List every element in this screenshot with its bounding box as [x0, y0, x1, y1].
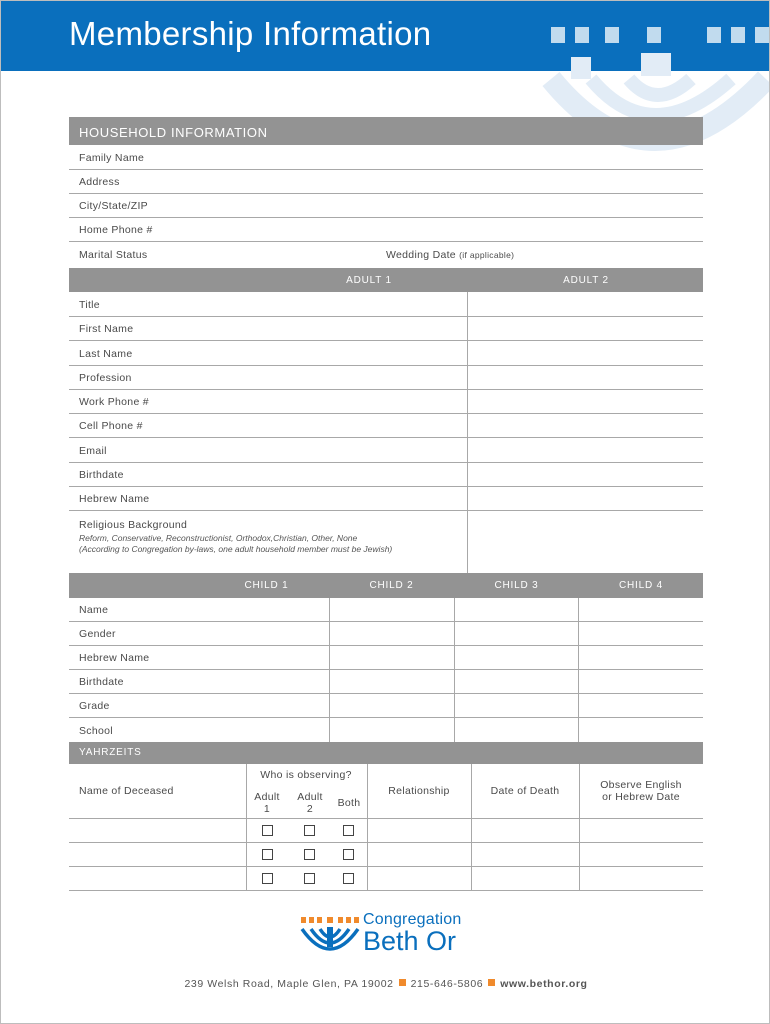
yahrzeits-section-header: [69, 742, 703, 764]
child4-column-header: CHILD 4: [619, 580, 663, 591]
marital-status-label: Marital Status: [79, 249, 148, 261]
yahrzeit-column-divider: [579, 764, 580, 890]
divider: [69, 669, 703, 670]
adult-row-last-name: Last Name: [79, 348, 133, 360]
family-name-label: Family Name: [79, 152, 145, 164]
child-header-bar: [69, 573, 703, 598]
divider: [69, 890, 703, 891]
divider: [69, 621, 703, 622]
divider: [69, 510, 703, 511]
divider: [69, 169, 703, 170]
divider: [69, 437, 703, 438]
divider: [69, 365, 703, 366]
divider: [69, 818, 703, 819]
yahrzeit-column-divider: [471, 764, 472, 890]
divider: [69, 486, 703, 487]
home-phone-label: Home Phone #: [79, 224, 153, 236]
both-observing-label: Both: [337, 797, 361, 809]
adult1-checkbox[interactable]: [262, 825, 273, 836]
child-row-gender: Gender: [79, 628, 116, 640]
adult-row-hebrew-name: Hebrew Name: [79, 493, 150, 505]
household-section-header: [69, 117, 703, 145]
yahrzeit-column-divider: [367, 764, 368, 890]
adult1-checkbox[interactable]: [262, 849, 273, 860]
adult1-column-header: ADULT 1: [346, 275, 392, 286]
adult2-line1: Adult: [297, 791, 323, 803]
adult-row-email: Email: [79, 445, 107, 457]
menorah-logo-icon: [299, 915, 361, 957]
adult2-checkbox[interactable]: [304, 825, 315, 836]
adult-row-birthdate: Birthdate: [79, 469, 124, 481]
footer-address: 239 Welsh Road, Maple Glen, PA 19002: [184, 978, 394, 990]
observe-line2: or Hebrew Date: [602, 791, 680, 803]
address-label: Address: [79, 176, 120, 188]
divider: [69, 193, 703, 194]
separator-square-icon: [488, 979, 495, 986]
footer: [1, 978, 770, 990]
name-of-deceased-label: Name of Deceased: [79, 785, 174, 797]
adult2-column-header: ADULT 2: [563, 275, 609, 286]
who-is-observing-label: Who is observing?: [260, 769, 352, 781]
divider: [69, 866, 703, 867]
adult1-line2: 1: [263, 803, 271, 815]
child-column-divider: [578, 598, 579, 742]
divider: [69, 462, 703, 463]
child-row-name: Name: [79, 604, 109, 616]
adult-row-first-name: First Name: [79, 323, 134, 335]
divider: [69, 241, 703, 242]
page-title: Membership Information: [69, 15, 432, 52]
adult2-line2: 2: [306, 803, 314, 815]
logo-line1: Congregation: [363, 911, 462, 928]
footer-phone: 215-646-5806: [410, 978, 484, 990]
date-of-death-label: Date of Death: [490, 785, 560, 797]
adult-header-bar: [69, 268, 703, 292]
adult-row-profession: Profession: [79, 372, 132, 384]
religious-background-label: Religious Background: [79, 519, 188, 531]
household-section-title: HOUSEHOLD INFORMATION: [79, 125, 268, 140]
child-row-grade: Grade: [79, 700, 110, 712]
adult-row-work-phone: Work Phone #: [79, 396, 149, 408]
child2-column-header: CHILD 2: [369, 580, 414, 591]
divider: [69, 645, 703, 646]
adult-row-cell-phone: Cell Phone #: [79, 420, 143, 432]
divider: [69, 316, 703, 317]
divider: [69, 340, 703, 341]
child-row-hebrew-name: Hebrew Name: [79, 652, 150, 664]
relationship-label: Relationship: [388, 785, 450, 797]
footer-website[interactable]: www.bethor.org: [500, 978, 588, 990]
divider: [69, 693, 703, 694]
separator-square-icon: [399, 979, 406, 986]
wedding-date-note: (if applicable): [459, 250, 515, 260]
observe-date-label: [579, 779, 703, 803]
child-row-school: School: [79, 725, 113, 737]
religious-background-options: Reform, Conservative, Reconstructionist, Orthodox,Christian, Other, None: [79, 533, 358, 543]
both-checkbox[interactable]: [343, 849, 354, 860]
adult2-checkbox[interactable]: [304, 849, 315, 860]
divider: [69, 217, 703, 218]
child-column-divider: [329, 598, 330, 742]
child1-column-header: CHILD 1: [244, 580, 289, 591]
divider: [69, 842, 703, 843]
adult-column-divider: [467, 292, 468, 573]
yahrzeit-column-divider: [246, 764, 247, 890]
divider: [69, 717, 703, 718]
city-state-zip-label: City/State/ZIP: [79, 200, 148, 212]
adult1-checkbox[interactable]: [262, 873, 273, 884]
wedding-date-label: [386, 249, 514, 261]
adult-row-title: Title: [79, 299, 100, 311]
yahrzeits-section-title: YAHRZEITS: [79, 747, 142, 758]
congregation-logo: [299, 911, 489, 959]
both-checkbox[interactable]: [343, 873, 354, 884]
wedding-date-text: Wedding Date: [386, 249, 456, 261]
adult2-observing-label: [291, 791, 329, 815]
adult1-observing-label: [248, 791, 286, 815]
divider: [69, 389, 703, 390]
adult2-checkbox[interactable]: [304, 873, 315, 884]
child-row-birthdate: Birthdate: [79, 676, 124, 688]
adult1-line1: Adult: [254, 791, 280, 803]
religious-background-bylaw-note: (According to Congregation by-laws, one adult household member must be Jewish): [79, 544, 393, 554]
divider: [69, 413, 703, 414]
logo-line2: Beth Or: [363, 926, 457, 956]
observe-line1: Observe English: [600, 779, 682, 791]
both-checkbox[interactable]: [343, 825, 354, 836]
menorah-watermark-icon: [531, 1, 770, 171]
child-column-divider: [454, 598, 455, 742]
child3-column-header: CHILD 3: [494, 580, 539, 591]
